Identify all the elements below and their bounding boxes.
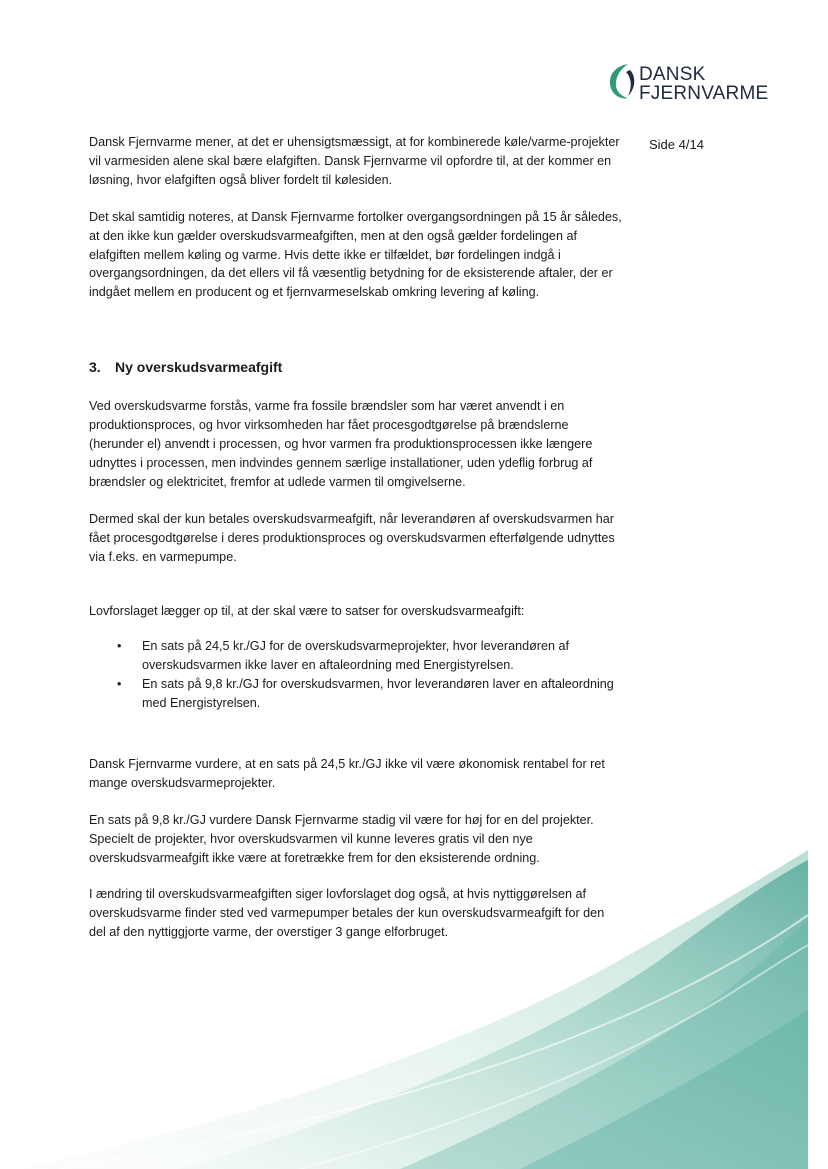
list-item: • En sats på 24,5 kr./GJ for de overskudsvarmeprojekter, hvor leverandøren af overskudsvarmen ikke laver en aftaleordning med Energistyrelsen. xyxy=(89,637,624,675)
paragraph: Dansk Fjernvarme mener, at det er uhensigtsmæssigt, at for kombinerede køle/varme-projekter vil varmesiden alene skal bære elafgiften. Dansk Fjernvarme vil opfordre til, at der kommer en løsning, hvor elafgiften også bliver fordelt til kølesiden. xyxy=(89,135,620,187)
document-body xyxy=(89,133,624,942)
section-heading xyxy=(89,358,624,377)
logo-swirl-icon xyxy=(606,60,638,104)
paragraph: Ved overskudsvarme forstås, varme fra fossile brændsler som har været anvendt i en produktionsproces, og hvor virksomheden har fået procesgodtgørelse på brændslerne (herunder el) anvendt i processen, og hvor varmen fra produktionsprocessen ikke længere udnyttes i processen, men indvindes gennem særlige installationer, uden ydeflig forbrug af brændsler og elektricitet, fremfor at udlede varmen til omgivelserne. xyxy=(89,399,593,489)
paragraph: Dansk Fjernvarme vurdere, at en sats på 24,5 kr./GJ ikke vil være økonomisk rentabel for ret mange overskudsvarmeprojekter. xyxy=(89,756,605,790)
logo-text-line1: DANSK xyxy=(639,64,706,85)
dansk-fjernvarme-logo xyxy=(606,60,776,108)
section-title: Ny overskudsvarmeafgift xyxy=(115,359,283,376)
list-item: • En sats på 9,8 kr./GJ for overskudsvarmen, hvor leverandøren laver en aftaleordning med Energistyrelsen. xyxy=(89,675,624,713)
section-number: 3. xyxy=(89,359,101,376)
paragraph: En sats på 9,8 kr./GJ vurdere Dansk Fjernvarme stadig vil være for høj for en del projekter. Specielt de projekter, hvor overskudsvarmen vil kunne leveres gratis vil den nye overskudsvarmeafgift ikke være at foretrække frem for den eksisterende ordning. xyxy=(89,812,594,865)
paragraph: Det skal samtidig noteres, at Dansk Fjernvarme fortolker overgangsordningen på 15 år således, at den ikke kun gælder overskudsvarmeafgiften, men at den også gælder fordelingen af elafgiften mellem køling og varme. Hvis dette ikke er tilfældet, bør fordelingen indgå i overgangsordningen, da det ellers vil få væsentlig betydning for de eksisterende aftaler, der er indgået mellem en producent og et fjernvarmeselskab omkring levering af køling. xyxy=(89,209,622,300)
logo-text-line2: FJERNVARME xyxy=(639,83,769,104)
paragraph: I ændring til overskudsvarmeafgiften siger lovforslaget dog også, at hvis nyttiggørelsen af overskudsvarme finder sted ved varmepumper betales der kun overskudsvarmeafgift for den del af den nyttiggjorte varme, der overstiger 3 gange elforbruget. xyxy=(89,887,605,940)
page-number-label: Side 4/14 xyxy=(649,137,704,152)
paragraph: Dermed skal der kun betales overskudsvarmeafgift, når leverandøren af overskudsvarmen har fået procesgodtgørelse i deres produktionsproces og overskudsvarmen efterfølgende udnyttes via f.eks. en varmepumpe. xyxy=(89,511,615,564)
rate-bullet-list xyxy=(89,637,624,713)
paragraph: Lovforslaget lægger op til, at der skal være to satser for overskudsvarmeafgift: xyxy=(89,604,525,619)
